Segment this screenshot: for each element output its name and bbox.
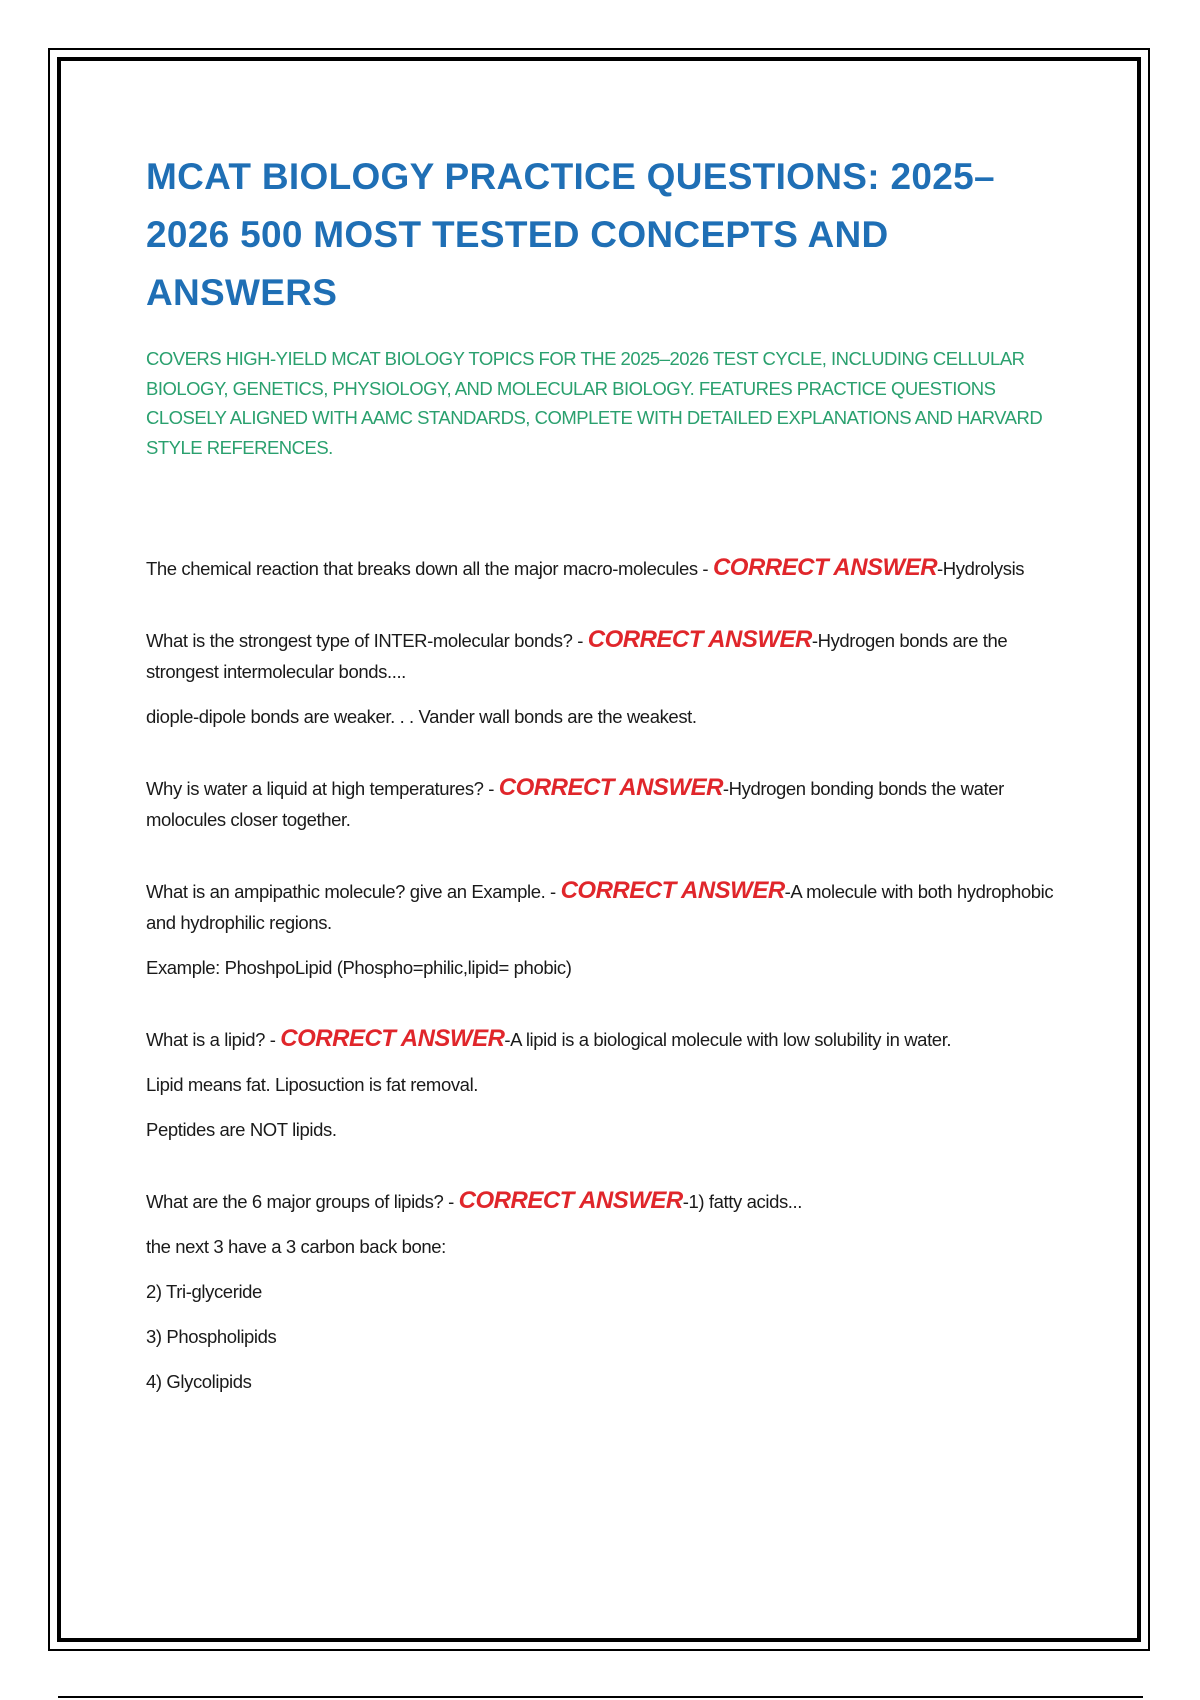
document-subtitle: COVERS HIGH-YIELD MCAT BIOLOGY TOPICS FOR THE 2025–2026 TEST CYCLE, INCLUDING CELLULAR BIOLOGY, GENETICS, PHYSIOLOGY, AND MOLECULAR BIOLOGY. FEATURES PRACTICE QUESTIONS CLOSELY ALIGNED WITH AAMC STANDARDS, COMPLETE WITH DETAILED EXPLANATIONS AND HARVARD STYLE REFERENCES. <box>146 348 1043 458</box>
answer-detail-line: diople-dipole bonds are weaker. . . Vander wall bonds are the weakest. <box>146 706 697 727</box>
answer-detail-line: 2) Tri-glyceride <box>146 1281 262 1302</box>
answer-detail-line: 3) Phospholipids <box>146 1326 277 1347</box>
qa-list <box>146 552 1066 1397</box>
qa-item <box>146 875 1066 983</box>
answer-detail-line: the next 3 have a 3 carbon back bone: <box>146 1236 446 1257</box>
qa-question-line <box>146 1185 1066 1217</box>
qa-question-line <box>146 552 1066 584</box>
qa-item <box>146 552 1066 584</box>
bottom-divider <box>58 1696 1143 1698</box>
qa-item <box>146 624 1066 732</box>
qa-item <box>146 772 1066 835</box>
correct-answer-label: CORRECT ANSWER <box>280 1025 505 1052</box>
qa-item <box>146 1023 1066 1145</box>
correct-answer-label: CORRECT ANSWER <box>587 626 812 653</box>
qa-question-line <box>146 1023 1066 1055</box>
document-title: MCAT BIOLOGY PRACTICE QUESTIONS: 2025–2026 500 MOST TESTED CONCEPTS AND ANSWERS <box>146 156 995 313</box>
qa-question-line <box>146 875 1066 938</box>
qa-question-line <box>146 624 1066 687</box>
document-body <box>146 148 1066 1437</box>
correct-answer-label: CORRECT ANSWER <box>458 1187 683 1214</box>
answer-text: -Hydrolysis <box>937 558 1025 579</box>
answer-detail-line: Example: PhoshpoLipid (Phospho=philic,lipid= phobic) <box>146 957 572 978</box>
answer-text: -Hydrogen bonding bonds the water molocules closer together. <box>146 778 1004 830</box>
question-text: What is a lipid? - <box>146 1029 281 1050</box>
qa-item <box>146 1185 1066 1397</box>
question-text: The chemical reaction that breaks down all the major macro-molecules - <box>146 558 713 579</box>
question-text: What are the 6 major groups of lipids? - <box>146 1191 459 1212</box>
correct-answer-label: CORRECT ANSWER <box>560 877 785 904</box>
answer-detail-line: Lipid means fat. Liposuction is fat removal. <box>146 1074 479 1095</box>
question-text: Why is water a liquid at high temperatures? - <box>146 778 499 799</box>
correct-answer-label: CORRECT ANSWER <box>712 554 938 581</box>
question-text: What is an ampipathic molecule? give an Example. - <box>146 881 561 902</box>
answer-text: -1) fatty acids... <box>682 1191 803 1212</box>
answer-text: -Hydrogen bonds are the strongest intermolecular bonds.... <box>146 630 1008 682</box>
correct-answer-label: CORRECT ANSWER <box>498 774 723 801</box>
answer-text: -A molecule with both hydrophobic and hydrophilic regions. <box>146 881 1054 933</box>
question-text: What is the strongest type of INTER-molecular bonds? - <box>146 630 588 651</box>
qa-question-line <box>146 772 1066 835</box>
answer-detail-line: Peptides are NOT lipids. <box>146 1119 337 1140</box>
answer-text: -A lipid is a biological molecule with low solubility in water. <box>504 1029 952 1050</box>
answer-detail-line: 4) Glycolipids <box>146 1371 252 1392</box>
